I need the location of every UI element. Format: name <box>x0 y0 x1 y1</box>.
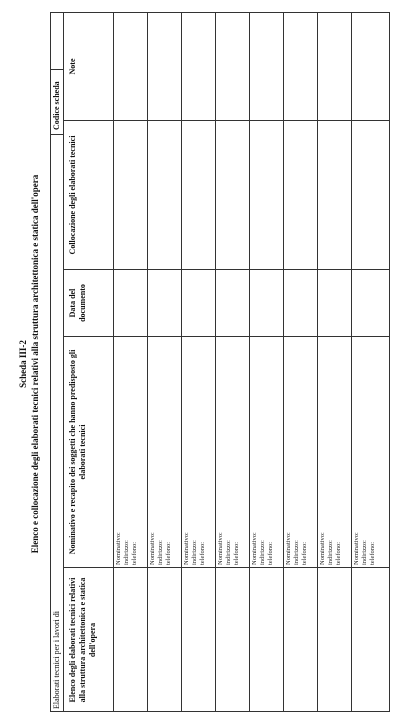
table-row-8-contact <box>353 532 377 565</box>
column-header-note: Note <box>68 58 77 75</box>
column-header-elenco: Elenco degli elaborati tecnici relativi alla struttura architettonica e statica dell'opera <box>68 577 97 703</box>
row-8-telefono: telefono: <box>369 541 376 565</box>
row-3-nominativo: Nominativo: <box>183 532 190 565</box>
row-5-telefono: telefono: <box>267 541 274 565</box>
code-box-divider <box>50 134 64 135</box>
row-2-telefono: telefono: <box>165 541 172 565</box>
table-row-6-contact <box>285 532 309 565</box>
row-separator-2 <box>181 12 182 712</box>
row-1-nominativo: Nominativo: <box>115 532 122 565</box>
col-divider-4 <box>63 120 390 121</box>
frame-bottom-line <box>389 12 390 712</box>
frame-header-top-line <box>50 12 51 712</box>
section-label: Elaborati tecnici per i lavori di <box>52 611 61 709</box>
col-divider-2 <box>63 336 390 337</box>
frame-left-line <box>50 711 390 712</box>
row-4-telefono: telefono: <box>233 541 240 565</box>
row-2-indirizzo: indirizzo: <box>157 540 164 565</box>
row-separator-7 <box>351 12 352 712</box>
row-7-nominativo: Nominativo: <box>319 532 326 565</box>
row-separator-3 <box>215 12 216 712</box>
row-7-telefono: telefono: <box>335 541 342 565</box>
sheet-title: Scheda III-2 <box>18 340 28 388</box>
table-row-4-contact <box>217 532 241 565</box>
table-row-7-contact <box>319 532 343 565</box>
frame-right-line <box>50 12 390 13</box>
row-1-telefono: telefono: <box>131 541 138 565</box>
row-4-indirizzo: indirizzo: <box>225 540 232 565</box>
row-separator-1 <box>147 12 148 712</box>
row-3-telefono: telefono: <box>199 541 206 565</box>
row-4-nominativo: Nominativo: <box>217 532 224 565</box>
sheet-subtitle: Elenco e collocazione degli elaborati tecnici relativi alla struttura architettonica e statica dell'opera <box>30 174 40 554</box>
row-6-telefono: telefono: <box>301 541 308 565</box>
row-7-indirizzo: indirizzo: <box>327 540 334 565</box>
table-row-2-contact <box>149 532 173 565</box>
code-box-divider-2 <box>50 69 64 70</box>
table-row-1-contact <box>115 532 139 565</box>
row-5-nominativo: Nominativo: <box>251 532 258 565</box>
column-header-nominativo: Nominativo e recapito dei soggetti che hanno predisposto gli elaborati tecnici <box>68 349 87 555</box>
column-header-collocazione: Collocazione degli elaborati tecnici <box>68 135 77 255</box>
row-separator-4 <box>249 12 250 712</box>
row-5-indirizzo: indirizzo: <box>259 540 266 565</box>
row-6-indirizzo: indirizzo: <box>293 540 300 565</box>
table-row-5-contact <box>251 532 275 565</box>
header-bottom-line <box>113 12 114 712</box>
col-divider-3 <box>63 269 390 270</box>
row-separator-6 <box>317 12 318 712</box>
column-header-data: Data del documento <box>68 284 87 322</box>
row-2-nominativo: Nominativo: <box>149 532 156 565</box>
row-6-nominativo: Nominativo: <box>285 532 292 565</box>
table-row-3-contact <box>183 532 207 565</box>
row-8-indirizzo: indirizzo: <box>361 540 368 565</box>
row-8-nominativo: Nominativo: <box>353 532 360 565</box>
frame-top-line <box>63 12 64 712</box>
col-divider-1 <box>63 567 390 568</box>
code-label: Codice scheda <box>52 81 61 130</box>
row-separator-5 <box>283 12 284 712</box>
row-1-indirizzo: indirizzo: <box>123 540 130 565</box>
row-3-indirizzo: indirizzo: <box>191 540 198 565</box>
